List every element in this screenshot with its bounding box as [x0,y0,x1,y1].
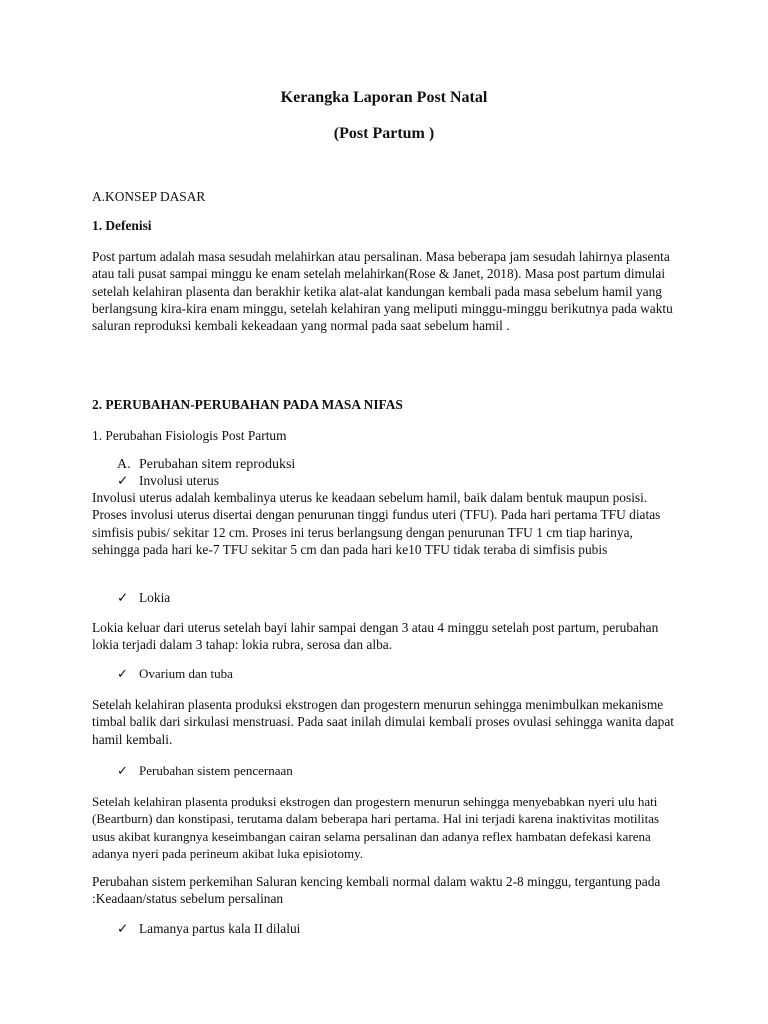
heading-perubahan-masa-nifas: 2. PERUBAHAN-PERUBAHAN PADA MASA NIFAS [92,397,403,412]
page-subtitle: (Post Partum ) [333,125,435,142]
paragraph-ovarium: Setelah kelahiran plasenta produksi ekstrogen dan progestern menurun sehingga menimbulkan mekanisme timbal balik dari sirkulasi menstruasi. Pada saat inilah dimulai kembali proses ovulasi sehingga wanita dapat hamil kembali. [92,697,674,747]
check-icon: ✓ [117,921,129,936]
list-item-sistem-reproduksi [117,456,705,473]
subheading-perubahan-fisiologis: 1. Perubahan Fisiologis Post Partum [92,428,287,443]
checklist-label: Lamanya partus kala II dilalui [139,921,301,936]
paragraph-defenisi: Post partum adalah masa sesudah melahirkan atau persalinan. Masa beberapa jam sesudah lahirnya plasenta atau tali pusat sampai minggu ke enam setelah melahirkan(Rose & Janet, 2018). Masa post partum dimulai setelah kelahiran plasenta dan berakhir ketika alat-alat kandungan kembali pada masa sebelum hamil yang berlangsung kira-kira enam minggu, setelah kelahiran yang meliputi minggu-minggu berikutnya pada waktu saluran reproduksi kembali kekeadaan yang normal pada saat sebelum hamil . [92,249,673,334]
checklist-item-pencernaan [117,762,705,779]
checklist-label: Lokia [139,590,171,605]
paragraph-pencernaan: Setelah kelahiran plasenta produksi ekstrogen dan progestern menurun sehingga menyebabkan nyeri ulu hati (Beartburn) dan konstipasi, terutama dalam beberapa hari pertama. Hal ini terjadi karena inaktivitas motilitas usus akibat kurangnya keseimbangan cairan selama persalinan dan adanya reflex hambatan defekasi karena adanya nyeri pada perineum akibat luka episiotomy. [92,794,660,861]
paragraph-perkemihan: Perubahan sistem perkemihan Saluran kencing kembali normal dalam waktu 2-8 minggu, tergantung pada :Keadaan/status sebelum persalinan [92,874,661,907]
check-icon: ✓ [117,590,129,605]
list-item-label: Perubahan sitem reproduksi [139,457,296,472]
check-icon: ✓ [117,763,128,778]
checklist-item-lokia [117,589,705,606]
paragraph-lokia: Lokia keluar dari uterus setelah bayi lahir sampai dengan 3 atau 4 minggu setelah post partum, perubahan lokia terjadi dalam 3 tahap: lokia rubra, serosa dan alba. [92,620,659,653]
page-title: Kerangka Laporan Post Natal [280,89,488,106]
list-marker: A. [117,457,131,472]
section-heading-konsep-dasar: A.KONSEP DASAR [92,189,206,204]
check-icon: ✓ [117,473,129,488]
check-icon: ✓ [117,666,128,681]
checklist-label: Involusi uterus [139,473,219,488]
checklist-item-partus [117,920,705,937]
heading-defenisi: 1. Defenisi [92,218,152,233]
checklist-item-involusi [117,472,705,489]
checklist-label: Ovarium dan tuba [139,666,233,681]
checklist-item-ovarium [117,665,705,682]
paragraph-involusi: Involusi uterus adalah kembalinya uterus ke keadaan sebelum hamil, baik dalam bentuk maupun posisi. Proses involusi uterus disertai dengan penurunan tinggi fundus uteri (TFU). Pada hari pertama TFU diatas simfisis pubis/ sekitar 12 cm. Proses ini terus berlangsung dengan penurunan TFU 1 cm tiap harinya, sehingga pada hari ke-7 TFU sekitar 5 cm dan pada hari ke10 TFU tidak teraba di simfisis pubis [92,490,661,557]
checklist-label: Perubahan sistem pencernaan [139,763,293,778]
